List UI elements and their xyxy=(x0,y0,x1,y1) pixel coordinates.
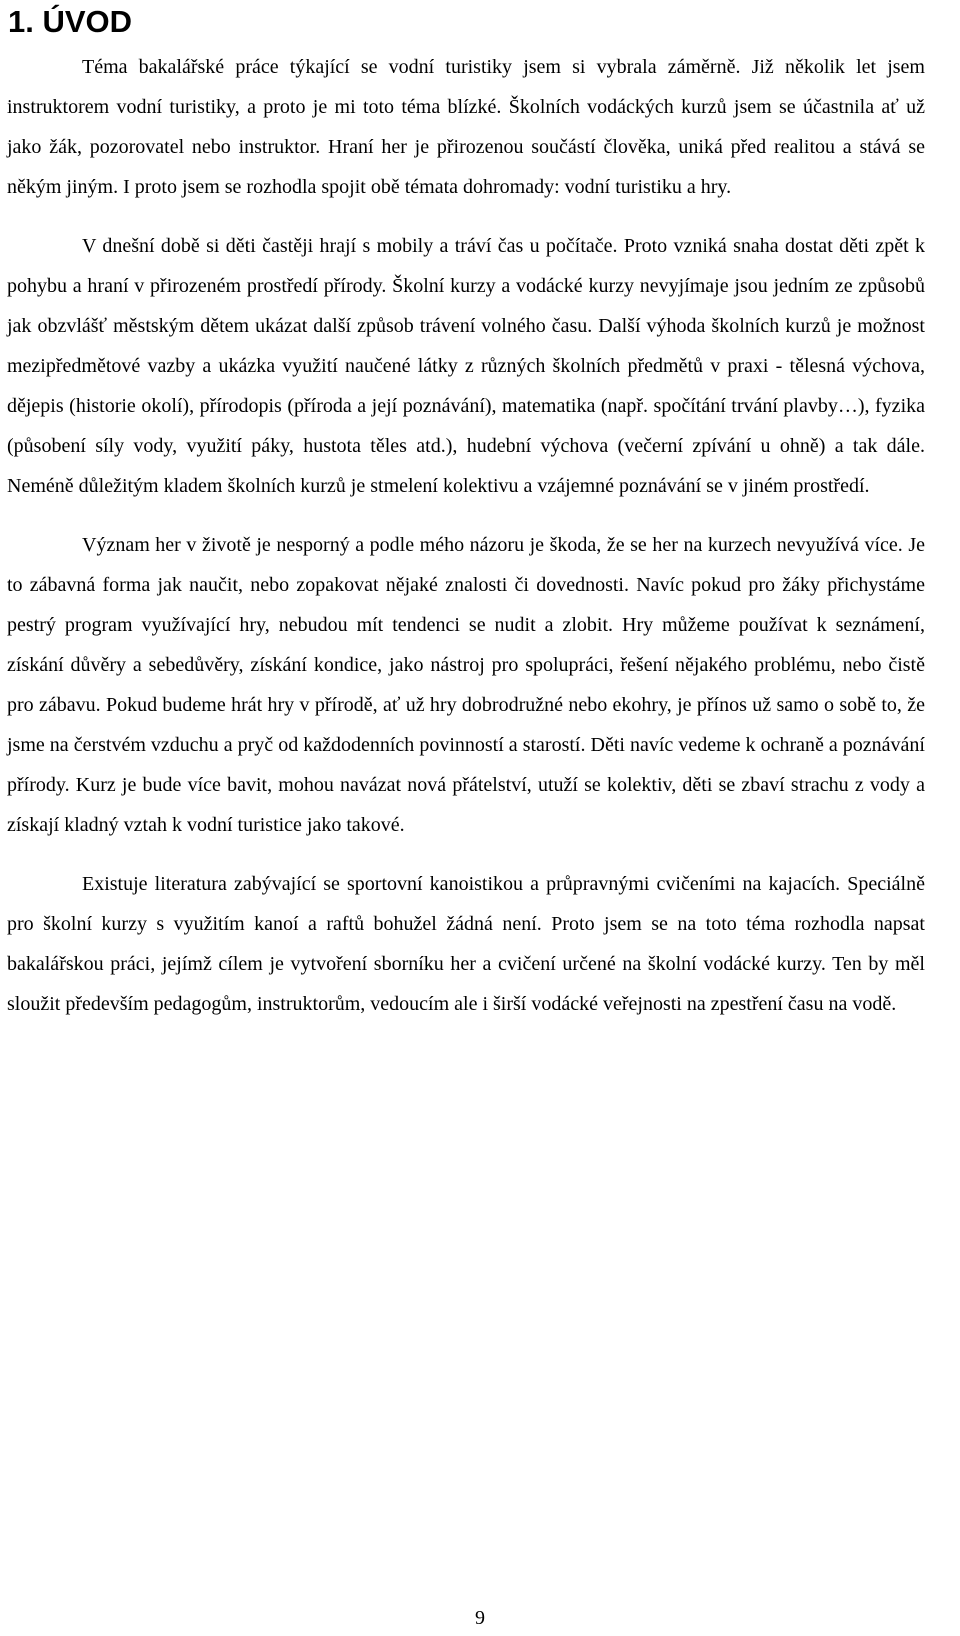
paragraph-3: Význam her v životě je nesporný a podle mého názoru je škoda, že se her na kurzech nevyužívá více. Je to zábavná forma jak naučit, nebo zopakovat nějaké znalosti či dovednosti. Navíc pokud pro žáky přichystáme pestrý program využívající hry, nebudou mít tendenci se nudit a zlobit. Hry můžeme používat k seznámení, získání důvěry a sebedůvěry, získání kondice, jako nástroj pro spolupráci, řešení nějakého problému, nebo čistě pro zábavu. Pokud budeme hrát hry v přírodě, ať už hry dobrodružné nebo ekohry, je přínos už samo o sobě to, že jsme na čerstvém vzduchu a pryč od každodenních povinností a starostí. Děti navíc vedeme k ochraně a poznávání přírody. Kurz je bude více bavit, mohou navázat nová přátelství, utuží se kolektiv, děti se zbaví strachu z vody a získají kladný vztah k vodní turistice jako takové. xyxy=(7,534,925,836)
chapter-heading: 1. ÚVOD xyxy=(8,4,133,39)
page-number: 9 xyxy=(475,1607,485,1629)
paragraph-2: V dnešní době si děti častěji hrají s mobily a tráví čas u počítače. Proto vzniká snaha dostat děti zpět k pohybu a hraní v přirozeném prostředí přírody. Školní kurzy a vodácké kurzy nevyjímaje jsou jedním ze způsobů jak obzvlášť městským dětem ukázat další způsob trávení volného času. Další výhoda školních kurzů je možnost mezipředmětové vazby a ukázka využití naučené látky z různých školních předmětů v praxi - tělesná výchova, dějepis (historie okolí), přírodopis (příroda a její poznávání), matematika (např. spočítání trvání plavby…), fyzika (působení síly vody, využití páky, hustota těles atd.), hudební výchova (večerní zpívání u ohně) a tak dále. Neméně důležitým kladem školních kurzů je stmelení kolektivu a vzájemné poznávání se v jiném prostředí. xyxy=(7,235,925,497)
paragraph-4: Existuje literatura zabývající se sportovní kanoistikou a průpravnými cvičeními na kajacích. Speciálně pro školní kurzy s využitím kanoí a raftů bohužel žádná není. Proto jsem se na toto téma rozhodla napsat bakalářskou práci, jejímž cílem je vytvoření sborníku her a cvičení určené na školní vodácké kurzy. Ten by měl sloužit především pedagogům, instruktorům, vedoucím ale i širší vodácké veřejnosti na zpestření času na vodě. xyxy=(7,873,925,1015)
body-text xyxy=(7,47,925,1024)
paragraph-1: Téma bakalářské práce týkající se vodní turistiky jsem si vybrala záměrně. Již několik let jsem instruktorem vodní turistiky, a proto je mi toto téma blízké. Školních vodáckých kurzů jsem se účastnila ať už jako žák, pozorovatel nebo instruktor. Hraní her je přirozenou součástí člověka, uniká před realitou a stává se někým jiným. I proto jsem se rozhodla spojit obě témata dohromady: vodní turistiku a hry. xyxy=(7,56,925,198)
